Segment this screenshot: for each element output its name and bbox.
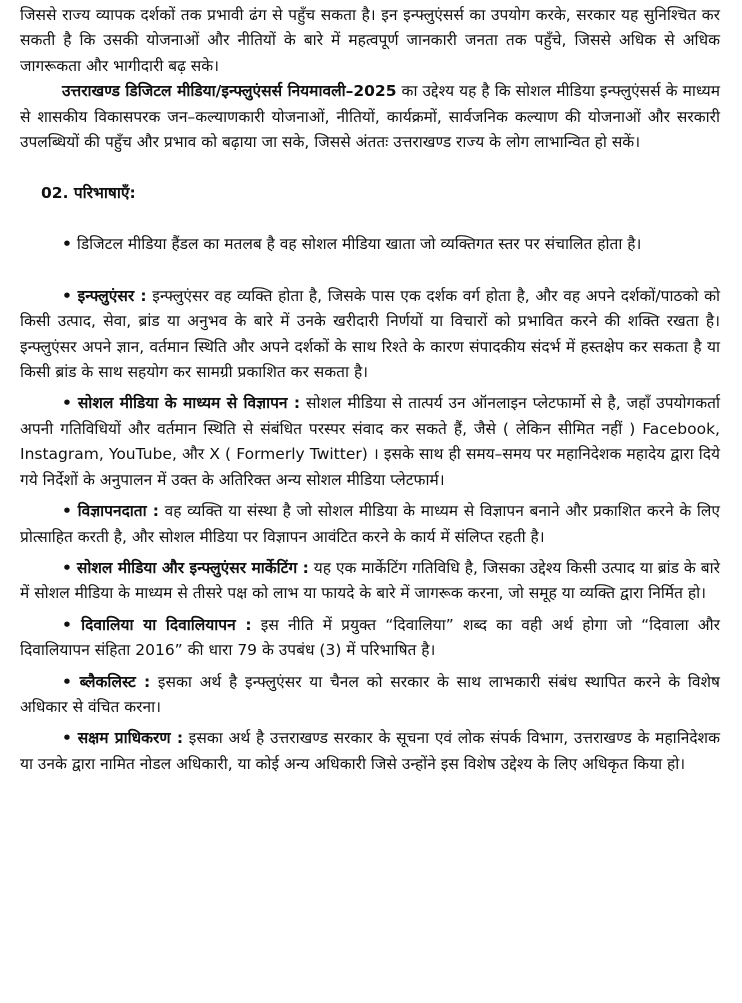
bullet-icon: • xyxy=(62,502,72,521)
bullet-icon: • xyxy=(62,235,72,254)
definition-competent-authority xyxy=(20,726,720,777)
definition-term: इन्फ्लुएंसर : xyxy=(77,286,147,305)
bullet-icon: • xyxy=(62,672,72,691)
intro-paragraph-2-text: का उद्देश्य यह है कि सोशल मीडिया इन्फ्लुएंसर्स के माध्यम से शासकीय विकासपरक जन–कल्याणकारी योजनाओं, नीतियों, कार्यक्रमों, सार्वजनिक कल्याण की योजनाओं और सरकारी उपलब्धियों की पहुँच और प्रभाव को बढ़ाया जा सके, जिससे अंततः उत्तराखण्ड राज्य के लोग लाभान्वित हो सकें। xyxy=(20,82,720,152)
definition-advertiser xyxy=(20,499,720,550)
intro-paragraph-2 xyxy=(20,79,720,155)
definition-text: इसका अर्थ है उत्तराखण्ड सरकार के सूचना एवं लोक संपर्क विभाग, उत्तराखण्ड के महानिदेशक या उनके द्वारा नामित नोडल अधिकारी, या कोई अन्य अधिकारी जिसे उन्होंने इस विशेष उद्देश्य के लिए अधिकृत किया हो। xyxy=(20,729,720,773)
definition-influencer-marketing xyxy=(20,556,720,607)
definition-blacklist xyxy=(20,670,720,721)
definition-bankruptcy xyxy=(20,613,720,664)
definition-text: इन्फ्लुएंसर वह व्यक्ति होता है, जिसके पास एक दर्शक वर्ग होता है, और वह अपने दर्शकों/पाठको को किसी उत्पाद, सेवा, ब्रांड या अनुभव के बारे में उनके खरीदारी निर्णयों या विचारों को प्रभावित करने की शक्ति रखता है। इन्फ्लुएंसर अपने ज्ञान, वर्तमान स्थिति और अपने दर्शकों के साथ रिश्ते के कारण संपादकीय संदर्भ में हस्तक्षेप कर सकता है या किसी ब्रांड के साथ सहयोग कर सामग्री प्रकाशित कर सकता है। xyxy=(20,286,720,382)
definition-digital-media-handle xyxy=(20,232,720,257)
intro-paragraph-1-text: जिससे राज्य व्यापक दर्शकों तक प्रभावी ढंग से पहुँच सकता है। इन इन्फ्लुएंसर्स का उपयोग करके, सरकार यह सुनिश्चित कर सकती है कि उसकी योजनाओं और नीतियों के बारे में महत्वपूर्ण जानकारी जनता तक पहुँचे, जिससे अधिक से अधिक जागरूकता और भागीदारी बढ़ सके। xyxy=(20,6,720,75)
definition-term: ब्लैकलिस्ट : xyxy=(79,672,151,691)
definition-text: इस नीति में प्रयुक्त “दिवालिया” शब्द का वही अर्थ होगा जो “दिवाला और दिवालियापन संहिता 2016” की धारा 79 के उपबंध (3) में परिभाषित है। xyxy=(20,615,720,660)
section-heading-text: 02. परिभाषाएँ: xyxy=(41,184,136,203)
definition-text: सोशल मीडिया से तात्पर्य उन ऑनलाइन प्लेटफार्मो से है, जहाँ उपयोगकर्ता अपनी गतिविधियों और वर्तमान स्थिति से संबंधित परस्पर संवाद कर सकते हैं, जैसे ( लेकिन सीमित नहीं ) Facebook, Instagram, YouTube, और X ( Formerly Twitter) । इसके साथ ही समय–समय पर महानिदेशक महादेय द्वारा दिये गये निर्देशों के अनुपालन में उक्त के अतिरिक्त अन्य सोशल मीडिया प्लेटफार्म। xyxy=(20,394,720,489)
definition-text: इसका अर्थ है इन्फ्लुएंसर या चैनल को सरकार के साथ लाभकारी संबंध स्थापित करने के विशेष अधिकार से वंचित करना। xyxy=(20,672,720,716)
intro-paragraph-1 xyxy=(20,3,720,79)
definition-social-media-advertising xyxy=(20,391,720,493)
bullet-icon: • xyxy=(62,558,72,577)
definition-influencer xyxy=(20,284,720,386)
definition-text: यह एक मार्केटिंग गतिविधि है, जिसका उद्देश्य किसी उत्पाद या ब्रांड के बारे में सोशल मीडिया के माध्यम से तीसरे पक्ष को लाभ या फायदे के बारे में जागरूक करना, जो समूह या व्यक्ति द्वारा निर्मित हो। xyxy=(20,558,720,603)
definition-term: विज्ञापनदाता : xyxy=(77,502,159,521)
definition-term: सक्षम प्राधिकरण : xyxy=(77,729,184,748)
section-heading xyxy=(20,181,720,206)
definition-term: सोशल मीडिया और इन्फ्लुएंसर मार्केटिंग : xyxy=(76,558,309,577)
bullet-icon: • xyxy=(62,615,72,634)
definition-text: वह व्यक्ति या संस्था है जो सोशल मीडिया के माध्यम से विज्ञापन बनाने और प्रकाशित करने के लिए प्रोत्साहित करती है, और सोशल मीडिया पर विज्ञापन आवंटित करने के कार्य में संलिप्त रहती है। xyxy=(20,502,720,546)
regulation-title: उत्तराखण्ड डिजिटल मीडिया/इन्फ्लुएंसर्स नियमावली–2025 xyxy=(62,82,397,101)
definition-text: डिजिटल मीडिया हैंडल का मतलब है वह सोशल मीडिया खाता जो व्यक्तिगत स्तर पर संचालित होता है। xyxy=(76,235,642,254)
bullet-icon: • xyxy=(62,729,72,748)
definition-term: दिवालिया या दिवालियापन : xyxy=(81,615,252,634)
bullet-icon: • xyxy=(62,286,72,305)
document-page xyxy=(0,3,742,1003)
bullet-icon: • xyxy=(62,394,72,413)
definition-term: सोशल मीडिया के माध्यम से विज्ञापन : xyxy=(77,394,301,413)
